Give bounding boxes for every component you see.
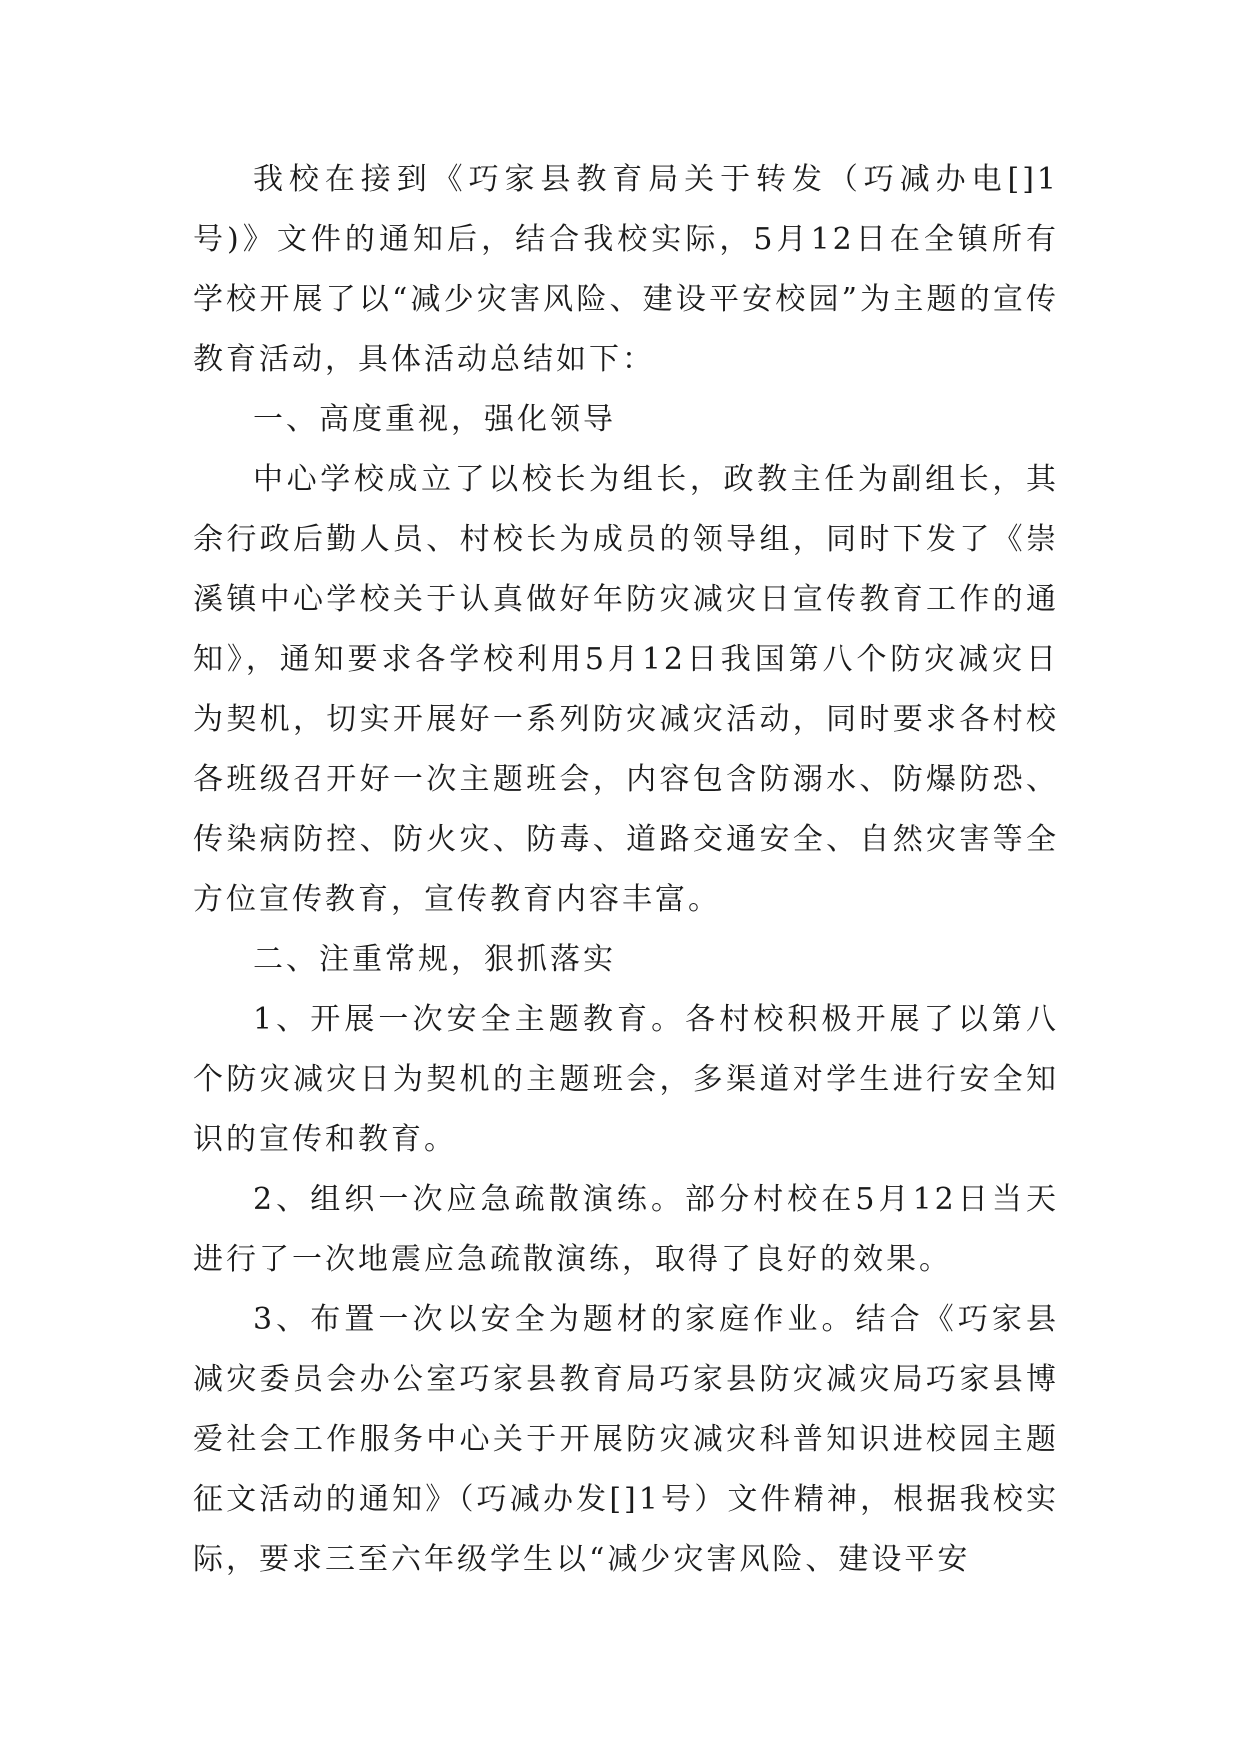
document-body — [193, 150, 1059, 1590]
paragraph-item-1: 1、开展一次安全主题教育。各村校积极开展了以第八个防灾减灾日为契机的主题班会，多渠道对学生进行安全知识的宣传和教育。 — [193, 1002, 1059, 1157]
paragraph-leadership: 中心学校成立了以校长为组长，政教主任为副组长，其余行政后勤人员、村校长为成员的领导组，同时下发了《崇溪镇中心学校关于认真做好年防灾减灾日宣传教育工作的通知》，通知要求各学校利用5月12日我国第八个防灾减灾日为契机，切实开展好一系列防灾减灾活动，同时要求各村校各班级召开好一次主题班会，内容包含防溺水、防爆防恐、传染病防控、防火灾、防毒、道路交通安全、自然灾害等全方位宣传教育，宣传教育内容丰富。 — [193, 462, 1059, 917]
section-heading-1: 一、高度重视，强化领导 — [253, 402, 616, 437]
paragraph-item-2: 2、组织一次应急疏散演练。部分村校在5月12日当天进行了一次地震应急疏散演练，取得了良好的效果。 — [193, 1182, 1059, 1277]
paragraph-item-3: 3、布置一次以安全为题材的家庭作业。结合《巧家县减灾委员会办公室巧家县教育局巧家县防灾减灾局巧家县博爱社会工作服务中心关于开展防灾减灾科普知识进校园主题征文活动的通知》（巧减办发[]1号）文件精神，根据我校实际，要求三至六年级学生以“减少灾害风险、建设平安 — [193, 1302, 1059, 1577]
section-heading-2: 二、注重常规，狠抓落实 — [253, 942, 616, 977]
paragraph-intro: 我校在接到《巧家县教育局关于转发（巧减办电[]1号)》文件的通知后，结合我校实际，5月12日在全镇所有学校开展了以“减少灾害风险、建设平安校园”为主题的宣传教育活动，具体活动总结如下： — [193, 162, 1059, 377]
